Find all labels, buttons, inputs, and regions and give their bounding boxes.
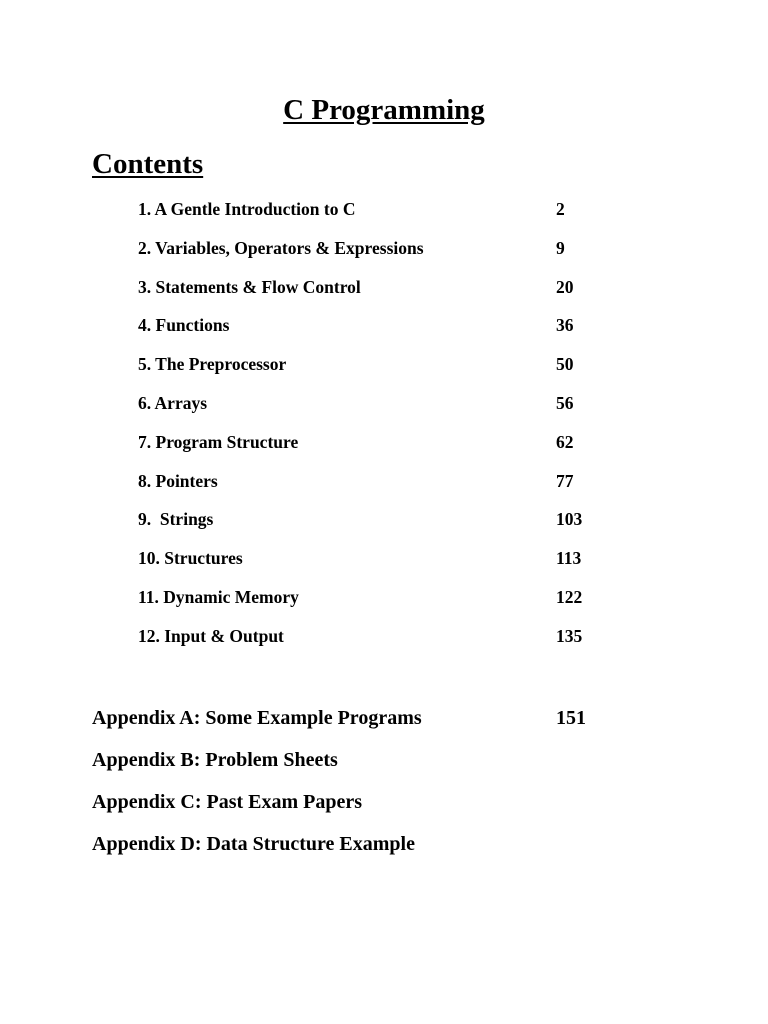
appendix-entry-title: Appendix D: Data Structure Example [92, 833, 415, 855]
toc-entry-page: 113 [556, 548, 582, 569]
toc-entry [138, 275, 618, 314]
toc-entry [138, 624, 618, 663]
toc-entry-title: 8. Pointers [138, 470, 218, 491]
toc-entry-title: 5. The Preprocessor [138, 354, 287, 375]
toc-entry-title: 2. Variables, Operators & Expressions [138, 237, 424, 258]
toc-entry-title: 12. Input & Output [138, 625, 284, 646]
appendix-entry-title: Appendix C: Past Exam Papers [92, 791, 363, 813]
toc-entry-title: 9. Strings [138, 509, 214, 530]
toc-entry-page: 2 [556, 199, 565, 219]
toc-entry [138, 585, 618, 624]
toc-entry-title: 1. A Gentle Introduction to C [138, 199, 356, 219]
contents-heading: Contents [92, 148, 204, 180]
toc-entry-page: 122 [556, 586, 583, 607]
toc-entry-page: 56 [556, 392, 574, 413]
toc-entry [138, 430, 618, 469]
appendix-list [92, 704, 652, 872]
toc-entry [138, 546, 618, 585]
toc-entry-title: 10. Structures [138, 548, 243, 569]
toc-entry-title: 11. Dynamic Memory [138, 586, 299, 607]
appendix-entry [92, 830, 652, 872]
appendix-entry [92, 704, 652, 746]
toc-entry [138, 236, 618, 275]
toc-entry-page: 77 [556, 470, 574, 491]
toc-entry-page: 20 [556, 276, 574, 297]
appendix-entry-title: Appendix B: Problem Sheets [92, 749, 338, 771]
toc-entry-page: 36 [556, 315, 574, 336]
toc-entry [138, 391, 618, 430]
chapter-list [138, 197, 618, 663]
appendix-entry [92, 746, 652, 788]
toc-entry [138, 352, 618, 391]
toc-entry [138, 313, 618, 352]
toc-entry-page: 9 [556, 237, 565, 258]
toc-entry-title: 6. Arrays [138, 392, 208, 413]
toc-entry [138, 197, 618, 236]
appendix-entry-title: Appendix A: Some Example Programs [92, 707, 422, 729]
appendix-entry [92, 788, 652, 830]
toc-entry-title: 3. Statements & Flow Control [138, 276, 361, 297]
toc-entry-page: 50 [556, 354, 574, 375]
toc-entry-page: 62 [556, 431, 574, 452]
appendix-entry-page: 151 [556, 707, 586, 729]
toc-entry-title: 7. Program Structure [138, 431, 299, 452]
toc-entry-page: 135 [556, 625, 583, 646]
toc-entry-page: 103 [556, 509, 583, 530]
toc-entry [138, 469, 618, 508]
toc-entry-title: 4. Functions [138, 315, 230, 336]
toc-entry [138, 507, 618, 546]
document-title: C Programming [283, 94, 485, 126]
